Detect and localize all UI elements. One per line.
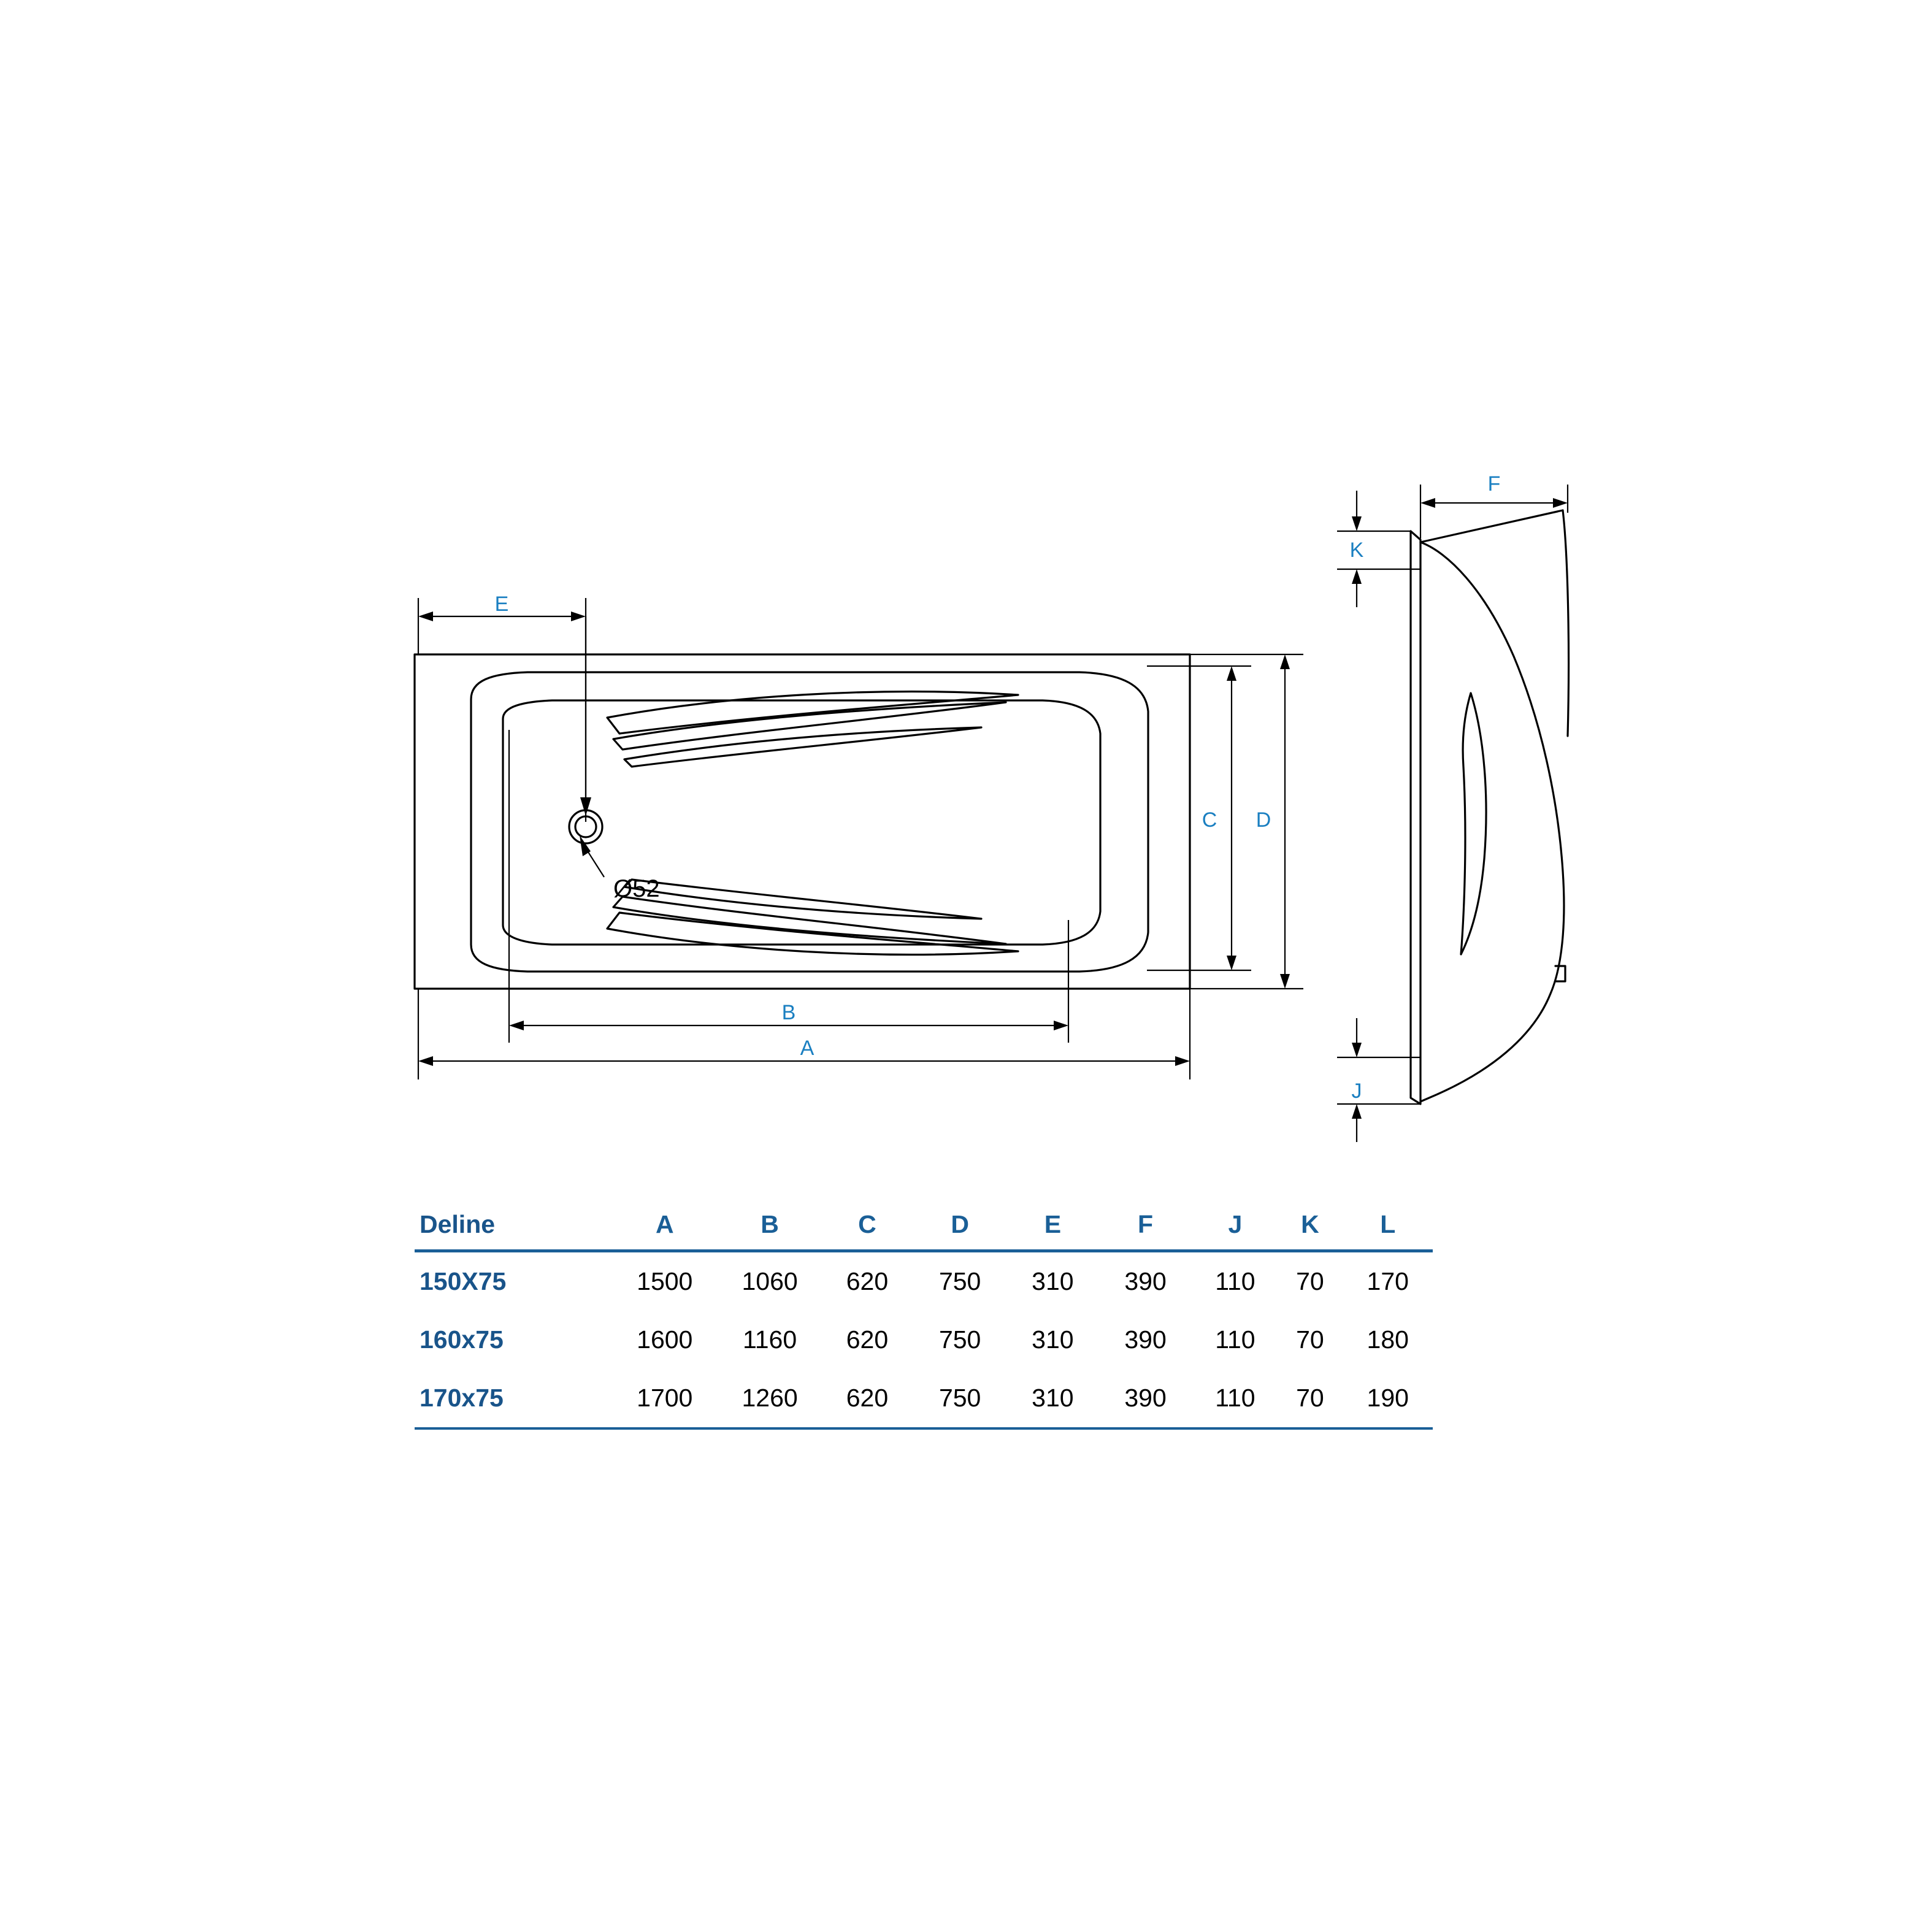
table-header-d: D — [912, 1199, 1008, 1251]
arrow-e-drain — [580, 797, 591, 816]
table-header-b: B — [717, 1199, 822, 1251]
table-header-c: C — [822, 1199, 912, 1251]
dim-label-c: C — [1202, 808, 1217, 832]
dim-label-f: F — [1487, 472, 1501, 496]
arrow-f-left — [1420, 498, 1435, 508]
table-header-l: L — [1343, 1199, 1433, 1251]
arrow-j-top — [1352, 1043, 1362, 1057]
arrow-d-bottom — [1280, 974, 1290, 989]
arrow-e-right — [571, 611, 586, 621]
side-decor-sliver — [1461, 693, 1486, 954]
table-row — [415, 1311, 1433, 1369]
cell-j: 110 — [1215, 1325, 1255, 1354]
table-header-name: Deline — [415, 1199, 612, 1251]
tub-decor-leaf-upper-3 — [624, 727, 981, 767]
cell-j: 110 — [1194, 1369, 1278, 1428]
table-header-j: J — [1194, 1199, 1278, 1251]
table-header-e: E — [1008, 1199, 1097, 1251]
cell-a: 1600 — [637, 1325, 693, 1354]
cell-j: 110 — [1215, 1267, 1255, 1295]
cell-l: 180 — [1367, 1325, 1409, 1354]
cell-k: 70 — [1277, 1369, 1343, 1428]
arrow-c-bottom — [1227, 956, 1236, 970]
row-model-name: 160x75 — [420, 1325, 504, 1354]
cell-a: 1700 — [612, 1369, 717, 1428]
table-row — [415, 1369, 1433, 1428]
cell-b: 1060 — [742, 1267, 798, 1295]
arrow-a-right — [1175, 1056, 1190, 1066]
arrow-e-left — [418, 611, 433, 621]
dim-label-d: D — [1255, 808, 1271, 832]
cell-l: 170 — [1367, 1267, 1409, 1295]
side-rim-top-edge — [1420, 510, 1563, 542]
cell-f: 390 — [1124, 1325, 1167, 1354]
cell-l: 190 — [1343, 1369, 1433, 1428]
arrow-a-left — [418, 1056, 433, 1066]
cell-a: 1500 — [637, 1267, 693, 1295]
cell-c: 620 — [846, 1325, 889, 1354]
arrow-c-top — [1227, 666, 1236, 681]
side-rim-lip — [1411, 531, 1420, 1104]
drain-diameter-label: Ø52 — [613, 875, 660, 902]
cell-e: 310 — [1032, 1325, 1074, 1354]
dim-label-a: A — [800, 1037, 815, 1060]
table-header-a: A — [612, 1199, 717, 1251]
side-tub-profile — [1420, 542, 1564, 1102]
tub-decor-leaf-lower-3 — [624, 880, 981, 919]
arrow-d-top — [1280, 654, 1290, 669]
row-model-name: 170x75 — [415, 1369, 612, 1428]
table-header-k: K — [1277, 1199, 1343, 1251]
dimensions-table — [415, 1199, 1433, 1430]
cell-d: 750 — [912, 1369, 1008, 1428]
dim-label-e: E — [494, 592, 509, 616]
row-model-name: 150X75 — [420, 1267, 507, 1295]
tub-decor-leaf-upper-1 — [607, 692, 1018, 734]
cell-e: 310 — [1032, 1267, 1074, 1295]
tub-decor-leaf-lower-1 — [607, 913, 1018, 954]
cell-d: 750 — [938, 1267, 981, 1295]
cell-f: 390 — [1098, 1369, 1194, 1428]
tub-decor-leaf-lower-2 — [613, 897, 1006, 944]
arrow-b-left — [509, 1021, 524, 1030]
cell-c: 620 — [846, 1267, 889, 1295]
cell-e: 310 — [1008, 1369, 1097, 1428]
specification-table — [415, 1199, 1433, 1430]
dim-label-b: B — [781, 1001, 796, 1024]
tub-decor-leaf-upper-2 — [613, 702, 1006, 749]
arrow-b-right — [1054, 1021, 1068, 1030]
cell-f: 390 — [1124, 1267, 1167, 1295]
cell-b: 1260 — [717, 1369, 822, 1428]
arrow-k-top — [1352, 516, 1362, 531]
arrow-f-right — [1553, 498, 1568, 508]
cell-d: 750 — [938, 1325, 981, 1354]
arrow-k-bottom — [1352, 569, 1362, 584]
table-row — [415, 1251, 1433, 1311]
table-header-row — [415, 1199, 1433, 1251]
dim-label-k: K — [1349, 539, 1364, 562]
tub-basin-outline — [471, 672, 1148, 972]
cell-b: 1160 — [743, 1325, 797, 1354]
dim-label-j: J — [1351, 1079, 1362, 1103]
arrow-j-bottom — [1352, 1104, 1362, 1119]
cell-k: 70 — [1296, 1267, 1324, 1295]
cell-c: 620 — [822, 1369, 912, 1428]
table-header-f: F — [1098, 1199, 1194, 1251]
cell-k: 70 — [1296, 1325, 1324, 1354]
side-outer-wall — [1563, 510, 1569, 736]
